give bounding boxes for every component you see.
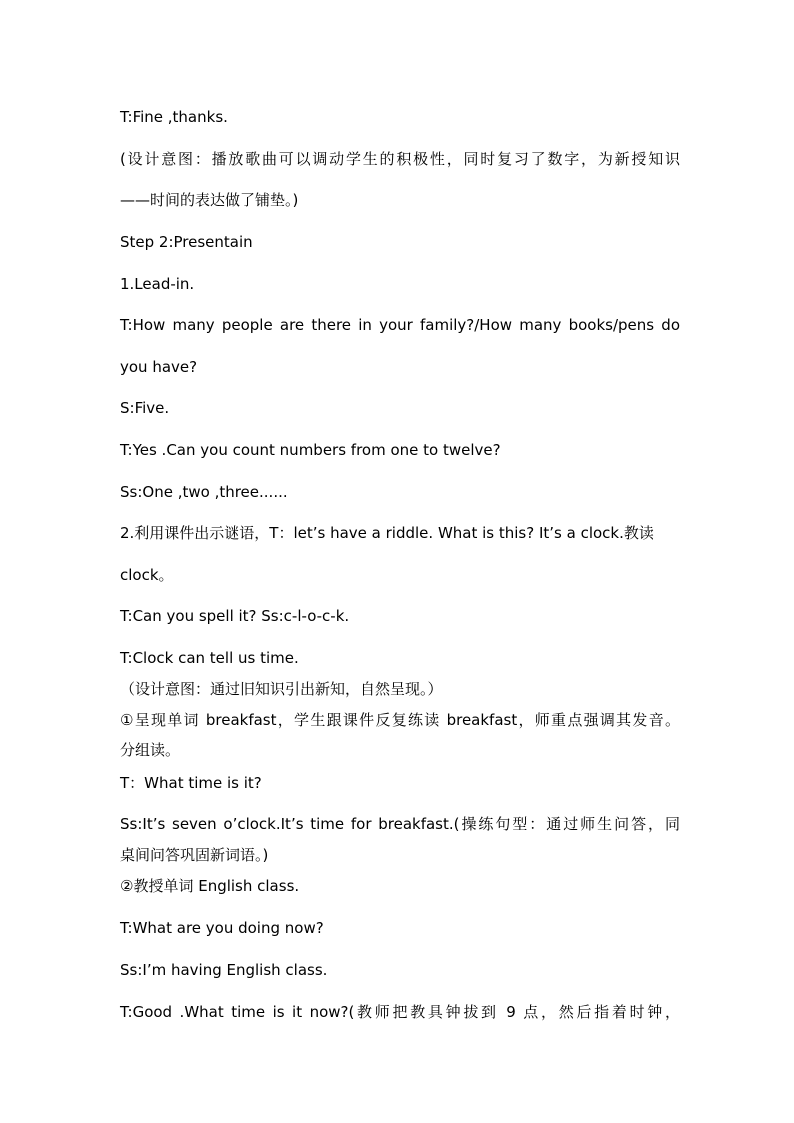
step-heading: Step 2:Presentain — [120, 233, 253, 251]
text-line-9: T:Yes .Can you count numbers from one to twelve? — [120, 441, 501, 459]
text-line-17: 分组读。 — [120, 741, 181, 759]
text-line-3: ——时间的表达做了铺垫。) — [120, 191, 299, 209]
text-line-19: Ss:It’s seven o’clock.It’s time for breakfast.(操练句型：通过师生问答，同 — [120, 815, 680, 833]
text-line-20: 桌间问答巩固新词语。) — [120, 846, 269, 864]
text-line-18: T：What time is it? — [120, 774, 262, 792]
design-intent-note: （设计意图：通过旧知识引出新知，自然呈现。） — [120, 680, 443, 698]
text-line-14: T:Clock can tell us time. — [120, 649, 299, 667]
text-line-1: T:Fine ,thanks. — [120, 108, 228, 126]
text-line-8: S:Five. — [120, 399, 170, 417]
text-line-12: clock。 — [120, 566, 174, 584]
text-line-24: T:Good .What time is it now?(教师把教具钟拔到 9 点，然后指着时钟， — [120, 1003, 680, 1021]
text-line-16: ①呈现单词 breakfast，学生跟课件反复练读 breakfast，师重点强调其发音。 — [120, 711, 680, 729]
text-line-23: Ss:I’m having English class. — [120, 961, 328, 979]
text-line-5: 1.Lead-in. — [120, 275, 195, 293]
text-line-2: (设计意图：播放歌曲可以调动学生的积极性，同时复习了数字，为新授知识 — [120, 150, 680, 168]
text-line-6: T:How many people are there in your family?/How many books/pens do — [120, 316, 680, 334]
text-line-22: T:What are you doing now? — [120, 919, 324, 937]
text-line-11: 2.利用课件出示谜语，T：let’s have a riddle. What is this? It’s a clock.教读 — [120, 524, 654, 542]
text-line-13: T:Can you spell it? Ss:c-l-o-c-k. — [120, 607, 350, 625]
text-line-21: ②教授单词 English class. — [120, 877, 300, 895]
text-line-7: you have? — [120, 358, 198, 376]
text-line-10: Ss:One ,two ,three...... — [120, 483, 288, 501]
